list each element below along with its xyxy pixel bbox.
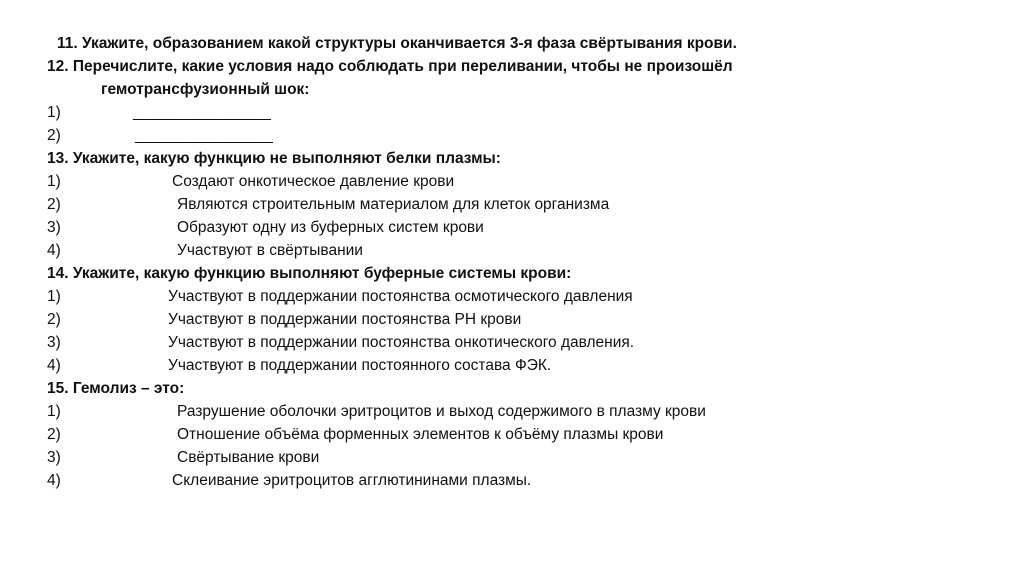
- item-number: 3): [47, 449, 61, 466]
- list-item: [47, 217, 947, 239]
- option-text: Участвуют в поддержании постоянства осмотического давления: [168, 288, 633, 305]
- item-number: 3): [47, 334, 61, 351]
- item-number: 1): [47, 288, 61, 305]
- item-number: 1): [47, 104, 61, 121]
- item-number: 4): [47, 242, 61, 259]
- list-item: [47, 309, 947, 331]
- list-item: [47, 332, 947, 354]
- question-13: 13. Укажите, какую функцию не выполняют белки плазмы:: [47, 150, 501, 167]
- list-item: [47, 102, 947, 124]
- answer-blank: ________________: [135, 127, 273, 144]
- item-number: 1): [47, 403, 61, 420]
- option-text: Являются строительным материалом для клеток организма: [177, 196, 610, 213]
- item-number: 2): [47, 426, 61, 443]
- list-item: [47, 240, 947, 262]
- item-number: 1): [47, 173, 61, 190]
- option-text: Разрушение оболочки эритроцитов и выход содержимого в плазму крови: [177, 403, 706, 420]
- option-text: Создают онкотическое давление крови: [172, 173, 455, 190]
- question-12-continued: гемотрансфузионный шок:: [101, 81, 310, 98]
- list-item: [47, 286, 947, 308]
- option-text: Образуют одну из буферных систем крови: [177, 219, 484, 236]
- question-14: 14. Укажите, какую функцию выполняют буферные системы крови:: [47, 265, 572, 282]
- list-item: [47, 424, 947, 446]
- option-text: Участвуют в свёртывании: [177, 242, 363, 259]
- item-number: 2): [47, 196, 61, 213]
- option-text: Свёртывание крови: [177, 449, 320, 466]
- answer-blank: ________________: [133, 104, 271, 121]
- list-item: [47, 447, 947, 469]
- item-number: 4): [47, 357, 61, 374]
- list-item: [47, 470, 947, 492]
- question-11: 11. Укажите, образованием какой структуры оканчивается 3-я фаза свёртывания крови.: [57, 35, 737, 52]
- list-item: [47, 355, 947, 377]
- list-item: [47, 194, 947, 216]
- list-item: [47, 401, 947, 423]
- option-text: Участвуют в поддержании постоянного состава ФЭК.: [168, 357, 552, 374]
- option-text: Склеивание эритроцитов агглютининами плазмы.: [172, 472, 532, 489]
- question-12: 12. Перечислите, какие условия надо соблюдать при переливании, чтобы не произошёл: [47, 58, 733, 75]
- question-15: 15. Гемолиз – это:: [47, 380, 185, 397]
- item-number: 2): [47, 127, 61, 144]
- list-item: [47, 171, 947, 193]
- option-text: Отношение объёма форменных элементов к объёму плазмы крови: [177, 426, 664, 443]
- option-text: Участвуют в поддержании постоянства онкотического давления.: [168, 334, 635, 351]
- item-number: 2): [47, 311, 61, 328]
- option-text: Участвуют в поддержании постоянства РН крови: [168, 311, 522, 328]
- item-number: 4): [47, 472, 61, 489]
- item-number: 3): [47, 219, 61, 236]
- list-item: [47, 125, 947, 147]
